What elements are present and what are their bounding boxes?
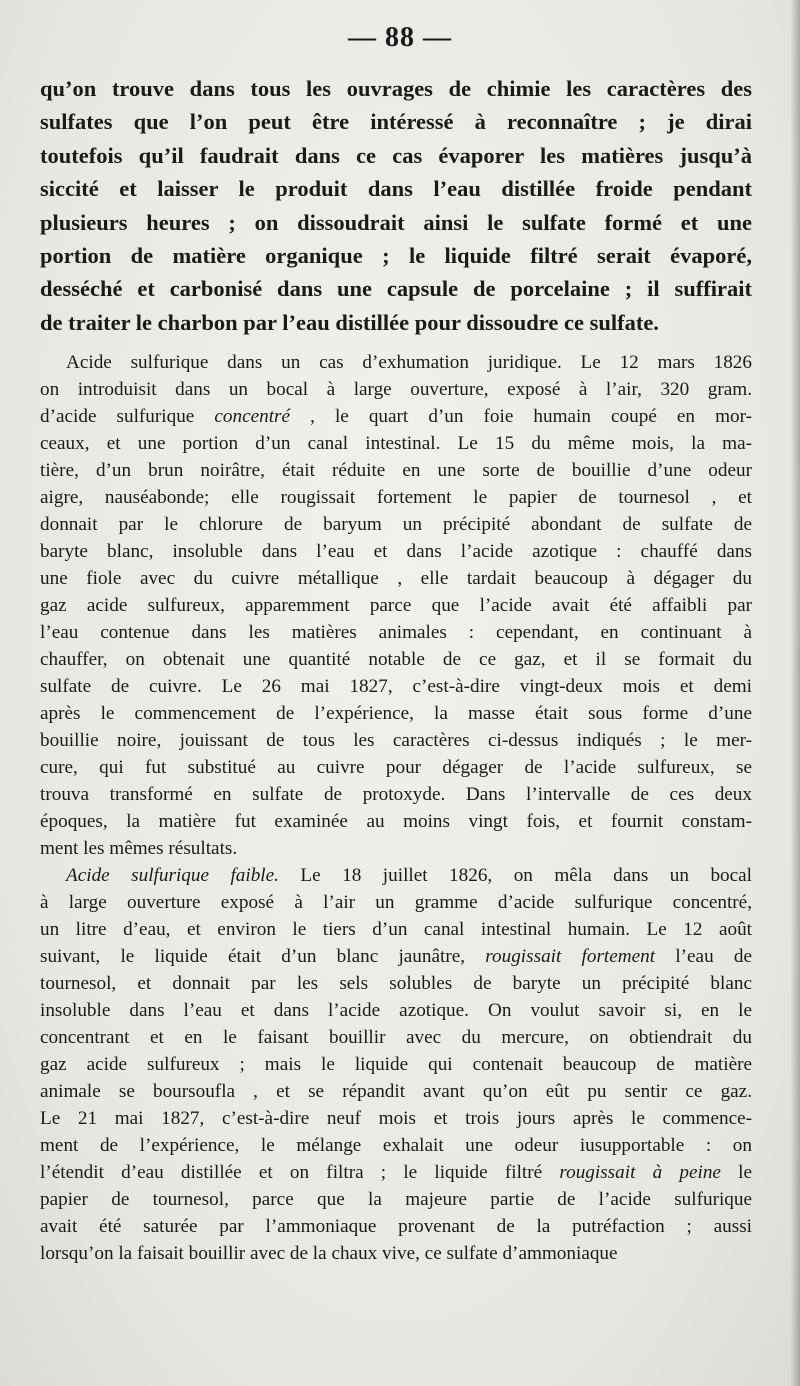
text-line: après le commencement de l’expérience, la masse était sous forme d’une — [40, 703, 752, 725]
text-line: à large ouverture exposé à l’air un gramme d’acide sulfurique concentré, — [40, 892, 752, 914]
text-line: desséché et carbonisé dans une capsule de porcelaine ; il suffirait — [40, 276, 752, 302]
text-line: insoluble dans l’eau et dans l’acide azotique. On voulut savoir si, en le — [40, 1000, 752, 1022]
text-line: Acide sulfurique faible. Le 18 juillet 1826, on mêla dans un bocal — [66, 865, 752, 887]
text-line: portion de matière organique ; le liquide filtré serait évaporé, — [40, 243, 752, 269]
emphasis: concentré — [214, 406, 291, 428]
paragraph-exhumation-experiment — [40, 349, 752, 862]
text-line: toutefois qu’il faudrait dans ce cas évaporer les matières jusqu’à — [40, 142, 752, 168]
text-line: gaz acide sulfureux, apparemment parce que l’acide avait été affaibli par — [40, 595, 752, 617]
page-body — [40, 72, 752, 1267]
text-line: plusieurs heures ; on dissoudrait ainsi le sulfate formé et une — [40, 209, 752, 235]
text-line: siccité et laisser le produit dans l’eau distillée froide pendant — [40, 176, 752, 202]
text-line: l’étendit d’eau distillée et on filtra ; le liquide filtré rougissait à peine le — [40, 1162, 752, 1184]
text-line: époques, la matière fut examinée au moins vingt fois, et fournit constam- — [40, 811, 752, 833]
emphasis: Acide sulfurique faible. — [66, 865, 279, 887]
text-line: tournesol, et donnait par les sels solubles de baryte un précipité blanc — [40, 973, 752, 995]
text-line: papier de tournesol, parce que la majeure partie de l’acide sulfurique — [40, 1189, 752, 1211]
text-line: sulfate de cuivre. Le 26 mai 1827, c’est-à-dire vingt-deux mois et demi — [40, 676, 752, 698]
paragraph-sulfates-conclusion — [40, 72, 752, 339]
text-line: concentrant et en le faisant bouillir avec du mercure, on obtiendrait du — [40, 1027, 752, 1049]
text-line: Le 21 mai 1827, c’est-à-dire neuf mois et trois jours après le commence- — [40, 1108, 752, 1130]
emphasis: rougissait à peine — [559, 1162, 721, 1184]
text-line: sulfates que l’on peut être intéressé à reconnaître ; je dirai — [40, 109, 752, 135]
text-line: cure, qui fut substitué au cuivre pour dégager de l’acide sulfureux, se — [40, 757, 752, 779]
page-number: — 88 — — [348, 22, 452, 53]
text-line: l’eau contenue dans les matières animales : cependant, en continuant à — [40, 622, 752, 644]
text-line: avait été saturée par l’ammoniaque provenant de la putréfaction ; aussi — [40, 1216, 752, 1238]
text-line: qu’on trouve dans tous les ouvrages de chimie les caractères des — [40, 76, 752, 101]
text-line: d’acide sulfurique concentré , le quart d’un foie humain coupé en mor- — [40, 406, 752, 428]
emphasis: rougissait fortement — [485, 946, 656, 968]
text-line: lorsqu’on la faisait bouillir avec de la chaux vive, ce sulfate d’ammoniaque — [40, 1243, 618, 1265]
text-line: animale se boursoufla , et se répandit avant qu’on eût pu sentir ce gaz. — [40, 1081, 752, 1103]
paragraph-weak-sulfuric-acid — [40, 862, 752, 1267]
text-line: ment de l’expérience, le mélange exhalait une odeur iusupportable : on — [40, 1135, 752, 1157]
text-line: baryte blanc, insoluble dans l’eau et dans l’acide azotique : chauffé dans — [40, 541, 752, 563]
text-line: gaz acide sulfureux ; mais le liquide qui contenait beaucoup de matière — [40, 1054, 752, 1076]
text-line: suivant, le liquide était d’un blanc jaunâtre, rougissait fortement l’eau de — [40, 946, 752, 968]
text-line: chauffer, on obtenait une quantité notable de ce gaz, et il se formait du — [40, 649, 752, 671]
text-line: on introduisit dans un bocal à large ouverture, exposé à l’air, 320 gram. — [40, 379, 752, 401]
page-edge-shadow — [790, 0, 800, 1386]
text-line: ment les mêmes résultats. — [40, 838, 238, 860]
text-line: ceaux, et une portion d’un canal intestinal. Le 15 du même mois, la ma- — [40, 433, 752, 455]
text-line: bouillie noire, jouissant de tous les caractères ci-dessus indiqués ; le mer- — [40, 730, 752, 752]
text-line: tière, d’un brun noirâtre, était réduite en une sorte de bouillie d’une odeur — [40, 460, 752, 482]
text-line: Acide sulfurique dans un cas d’exhumation juridique. Le 12 mars 1826 — [66, 352, 752, 374]
text-line: trouva transformé en sulfate de protoxyde. Dans l’intervalle de ces deux — [40, 784, 752, 806]
text-line: un litre d’eau, et environ le tiers d’un canal intestinal humain. Le 12 août — [40, 919, 752, 941]
text-line: de traiter le charbon par l’eau distillée pour dissoudre ce sulfate. — [40, 309, 659, 335]
text-line: donnait par le chlorure de baryum un précipité abondant de sulfate de — [40, 514, 752, 536]
text-line: une fiole avec du cuivre métallique , elle tardait beaucoup à dégager du — [40, 568, 752, 590]
text-line: aigre, nauséabonde; elle rougissait fortement le papier de tournesol , et — [40, 487, 752, 509]
